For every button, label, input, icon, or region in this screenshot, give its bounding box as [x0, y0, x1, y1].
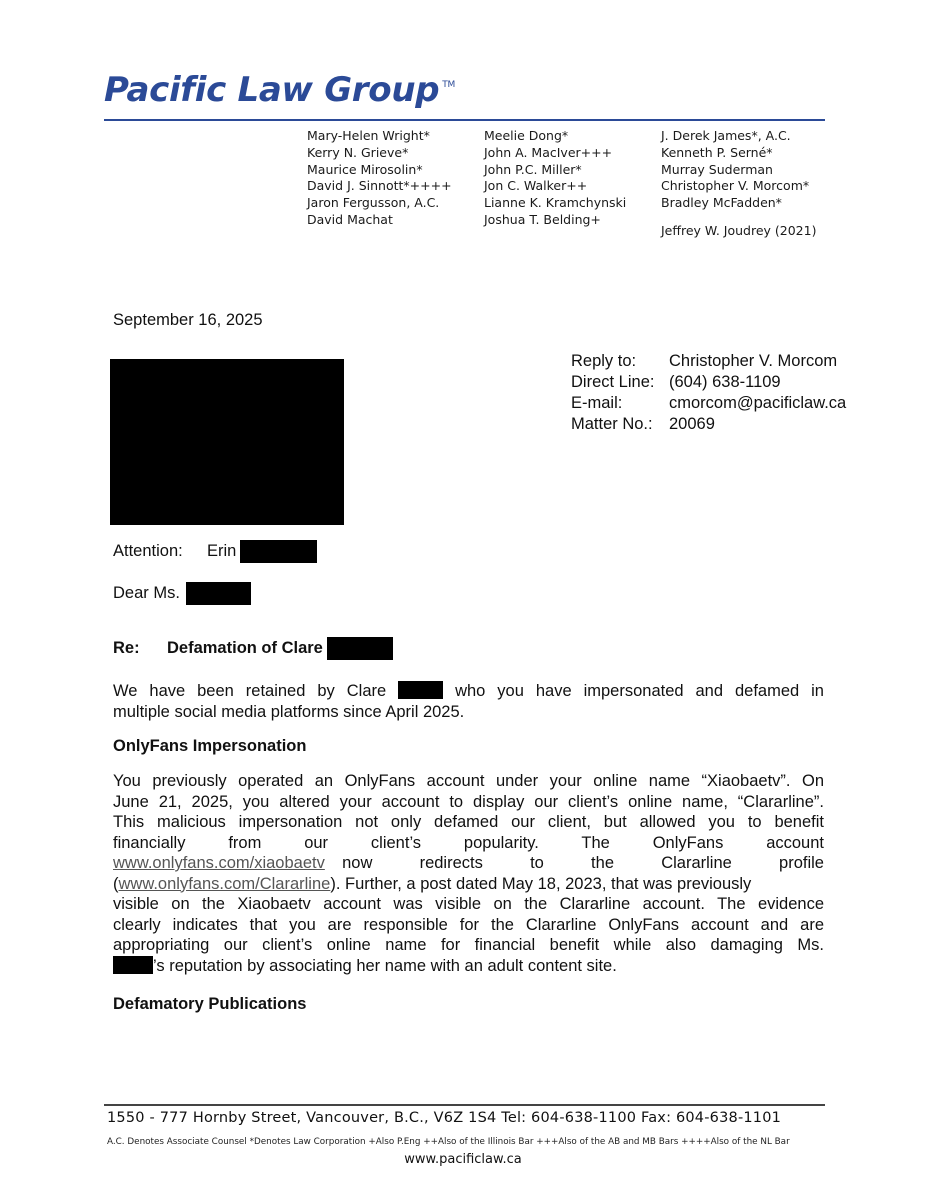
text-run: who you have impersonated and defamed in: [455, 682, 824, 700]
partner-name: Jaron Fergusson, A.C.: [307, 195, 440, 211]
paragraph-line: [113, 956, 824, 977]
text-run: now redirects to the Clararline profile: [342, 854, 824, 872]
paragraph-line: appropriating our client’s online name for financial benefit while also damaging Ms.: [113, 936, 824, 954]
partners-column-2: [484, 128, 626, 229]
reply-value: (604) 638-1109: [669, 373, 781, 391]
partner-name: Murray Suderman: [661, 161, 773, 177]
redacted-surname: [186, 582, 251, 605]
footer-website[interactable]: www.pacificlaw.ca: [404, 1152, 522, 1167]
partner-name: Bradley McFadden*: [661, 195, 782, 211]
paragraph-line: financially from our client’s popularity. The OnlyFans account: [113, 833, 824, 852]
onlyfans-clararline-link[interactable]: www.onlyfans.com/Clararline: [118, 874, 331, 893]
reply-label: Direct Line:: [571, 373, 655, 391]
onlyfans-xiaobaetv-link[interactable]: www.onlyfans.com/xiaobaetv: [113, 854, 325, 872]
firm-name: Pacific Law Group: [104, 70, 440, 110]
partner-name: Kerry N. Grieve*: [307, 144, 409, 160]
footer-address: 1550 - 777 Hornby Street, Vancouver, B.C., V6Z 1S4 Tel: 604-638-1100 Fax: 604-638-1101: [107, 1110, 782, 1126]
subject-line: [113, 637, 393, 660]
attention-name: Erin: [207, 542, 237, 560]
redacted-surname: [113, 956, 153, 974]
reply-value: 20069: [669, 415, 715, 433]
text-run: ). Further, a post dated May 18, 2023, that was previously: [330, 874, 752, 893]
reply-value: Christopher V. Morcom: [669, 352, 838, 370]
partner-name: Jon C. Walker++: [484, 178, 588, 194]
paragraph-line: June 21, 2025, you altered your account to display our client’s online name, “Clararline”.: [113, 792, 824, 811]
partner-name: J. Derek James*, A.C.: [661, 128, 791, 143]
redacted-address-block: [110, 359, 344, 525]
text-run: (: [113, 874, 119, 893]
redacted-surname: [327, 637, 393, 660]
paragraph-line: multiple social media platforms since April 2025.: [113, 702, 465, 721]
paragraph-line: [113, 853, 824, 874]
letter-date: September 16, 2025: [113, 311, 263, 329]
partners-column-1: [307, 128, 452, 229]
paragraph-line: This malicious impersonation not only defamed our client, but allowed you to benefit: [113, 813, 824, 831]
firm-logo: [104, 70, 455, 110]
partner-name: Lianne K. Kramchynski: [484, 195, 627, 211]
paragraph-line: visible on the Xiaobaetv account was visible on the Clararline account. The evidence: [113, 895, 824, 913]
partner-name: Mary-Helen Wright*: [307, 128, 430, 143]
salutation: [113, 582, 251, 605]
reply-row: [571, 351, 846, 372]
paragraph-impersonation: [113, 771, 824, 976]
reply-label: Matter No.:: [571, 415, 653, 433]
partner-name-memorial: Jeffrey W. Joudrey (2021): [661, 222, 817, 238]
attention-line: [113, 540, 317, 563]
section-heading-defamatory: Defamatory Publications: [113, 995, 307, 1013]
text-run: We have been retained by Clare: [113, 682, 387, 700]
subject-label: Re:: [113, 639, 140, 657]
paragraph-line: You previously operated an OnlyFans account under your online name “Xiaobaetv”. On: [113, 772, 824, 790]
partner-name: David J. Sinnott*++++: [307, 178, 452, 194]
footer-rule: [104, 1104, 825, 1106]
reply-label: Reply to:: [571, 352, 637, 370]
paragraph-intro: [113, 681, 824, 722]
partner-name: John A. MacIver+++: [484, 144, 613, 160]
partners-column-3: [661, 128, 816, 240]
paragraph-line: [113, 681, 824, 702]
partner-name: Kenneth P. Serné*: [661, 144, 773, 160]
attention-label: Attention:: [113, 542, 183, 560]
partner-name: John P.C. Miller*: [484, 161, 582, 177]
reply-row: [571, 393, 846, 414]
reply-block: [571, 351, 846, 435]
partner-name: Maurice Mirosolin*: [307, 161, 423, 177]
section-heading-impersonation: OnlyFans Impersonation: [113, 737, 307, 755]
partner-name: Meelie Dong*: [484, 128, 569, 143]
reply-row: [571, 372, 846, 393]
reply-value: cmorcom@pacificlaw.ca: [669, 394, 847, 412]
text-run: ’s reputation by associating her name with an adult content site.: [153, 956, 617, 975]
paragraph-line: [113, 874, 824, 895]
reply-label: E-mail:: [571, 394, 623, 412]
partner-name: Joshua T. Belding+: [484, 211, 601, 227]
partner-name: Christopher V. Morcom*: [661, 178, 810, 194]
subject-text: Defamation of Clare: [167, 639, 323, 657]
partner-name: David Machat: [307, 211, 393, 227]
reply-row: [571, 414, 846, 435]
trademark-mark: TM: [442, 80, 455, 90]
redacted-surname: [398, 681, 443, 699]
footer-notes: A.C. Denotes Associate Counsel *Denotes Law Corporation +Also P.Eng ++Also of the Illinois Bar +++Also of the AB and MB Bars ++++Also of the NL Bar: [107, 1137, 790, 1147]
redacted-surname: [240, 540, 317, 563]
letterhead-rule: [104, 119, 825, 121]
paragraph-line: clearly indicates that you are responsible for the Clararline OnlyFans account and are: [113, 915, 824, 934]
salutation-text: Dear Ms.: [113, 584, 180, 602]
